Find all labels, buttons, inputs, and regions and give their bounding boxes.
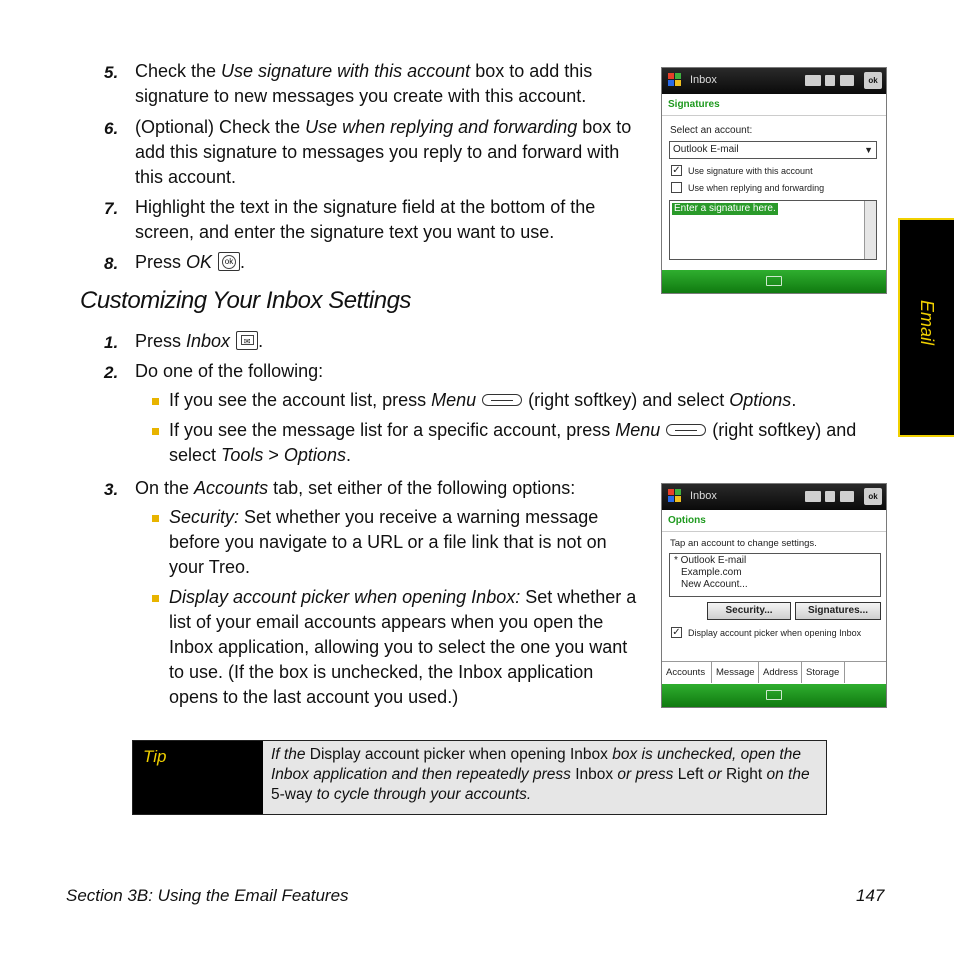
step-2-text: Do one of the following:: [135, 361, 324, 381]
step-text: Check the Use signature with this account box to add this signature to new messages you create with this account.: [135, 61, 593, 106]
account-item[interactable]: Example.com: [681, 567, 742, 578]
signature-text: Enter a signature here.: [674, 203, 776, 214]
account-picker-checkbox[interactable]: ✓: [672, 627, 681, 638]
instruction-text: Tap an account to change settings.: [670, 538, 817, 549]
tab-message[interactable]: Message: [713, 662, 759, 683]
scrollbar[interactable]: [864, 201, 876, 259]
step-number: 3.: [104, 480, 119, 499]
signatures-screenshot: [661, 67, 887, 294]
select-label: Select an account:: [670, 125, 753, 136]
step-number: 8.: [104, 254, 119, 273]
page-number: 147: [856, 886, 885, 905]
chapter-tab-label: Email: [917, 300, 937, 346]
windows-logo-icon: [668, 73, 683, 88]
app-title: Inbox: [690, 74, 717, 86]
section-heading: Customizing Your Inbox Settings: [80, 287, 411, 314]
step-number: 6.: [104, 119, 119, 138]
tip-text: If the Display account picker when opening Inbox box is unchecked, open the Inbox application and then repeatedly press Inbox or press Left or Right on the 5-way to cycle through your accounts.: [263, 741, 826, 814]
signatures-button[interactable]: Signatures...: [795, 602, 881, 620]
windows-logo-icon: [668, 489, 683, 504]
account-select[interactable]: [669, 141, 877, 159]
softkey-bar: [662, 270, 886, 293]
chapter-tab: [898, 218, 954, 437]
bullet-icon: [152, 428, 159, 435]
tip-box: [132, 740, 827, 815]
signal-icon: [825, 75, 835, 86]
step-number: 2.: [104, 363, 119, 382]
bullet-icon: [152, 398, 159, 405]
account-item[interactable]: New Account...: [681, 579, 748, 590]
battery-icon: [840, 491, 854, 502]
bullet-account-list: If you see the account list, press Menu (right softkey) and select Options.: [169, 390, 797, 410]
bullet-icon: [152, 515, 159, 522]
network-icon: [805, 75, 821, 86]
security-button[interactable]: Security...: [707, 602, 791, 620]
step-1-text: Press Inbox ✉ .: [135, 331, 264, 351]
reply-forward-checkbox[interactable]: [671, 182, 682, 193]
tab-accounts[interactable]: Accounts: [662, 662, 712, 683]
network-icon: [805, 491, 821, 502]
account-list[interactable]: [669, 553, 881, 597]
step-3-text: On the Accounts tab, set either of the following options:: [135, 478, 576, 498]
tab-storage[interactable]: Storage: [803, 662, 845, 683]
account-select-value: Outlook E-mail: [673, 144, 739, 155]
softkey-bar: [662, 684, 886, 707]
softkey-icon: [482, 394, 522, 406]
title-bar: [662, 68, 886, 94]
screen-subtitle: Signatures: [662, 94, 886, 116]
step-text: Press OK ok .: [135, 252, 246, 272]
tab-address[interactable]: Address: [760, 662, 802, 683]
mail-key-icon: ✉: [236, 331, 258, 350]
use-signature-label: Use signature with this account: [688, 166, 813, 176]
screen-subtitle: Options: [662, 510, 886, 532]
bullet-account-picker: Display account picker when opening Inbox: Set whether a list of your email accounts appears when you open the Inbox application, allowing you to select the one you want to use. (If the box is unchecked, the Inbox application opens to the last account you used.): [169, 587, 637, 707]
keyboard-icon[interactable]: [766, 276, 782, 286]
step-number: 1.: [104, 333, 119, 352]
account-item[interactable]: * Outlook E-mail: [674, 555, 747, 566]
bullet-icon: [152, 595, 159, 602]
tab-bar: [662, 661, 886, 683]
softkey-icon: [666, 424, 706, 436]
reply-forward-label: Use when replying and forwarding: [688, 183, 825, 193]
bullet-security: Security: Set whether you receive a warning message before you navigate to a URL or a file link that is not on your Treo.: [169, 507, 607, 577]
ok-key-icon: ok: [218, 252, 240, 271]
battery-icon: [840, 75, 854, 86]
bullet-message-list: If you see the message list for a specific account, press Menu (right softkey) and select Tools > Options.: [169, 420, 857, 465]
step-text: Highlight the text in the signature field at the bottom of the screen, and enter the signature text you want to use.: [135, 197, 596, 242]
signature-field[interactable]: [669, 200, 877, 260]
use-signature-checkbox[interactable]: ✓: [672, 165, 681, 176]
options-screenshot: [661, 483, 887, 708]
ok-button[interactable]: ok: [864, 488, 882, 505]
title-bar: [662, 484, 886, 510]
keyboard-icon[interactable]: [766, 690, 782, 700]
signal-icon: [825, 491, 835, 502]
account-picker-label: Display account picker when opening Inbox: [688, 628, 862, 638]
footer-section: Section 3B: Using the Email Features: [66, 886, 349, 905]
dropdown-arrow-icon: ▼: [864, 145, 873, 155]
step-number: 5.: [104, 63, 119, 82]
tip-label: Tip: [133, 741, 263, 814]
ok-button[interactable]: ok: [864, 72, 882, 89]
step-text: (Optional) Check the Use when replying and forwarding box to add this signature to messages you reply to and forward with this account.: [135, 117, 632, 187]
app-title: Inbox: [690, 490, 717, 502]
step-number: 7.: [104, 199, 119, 218]
